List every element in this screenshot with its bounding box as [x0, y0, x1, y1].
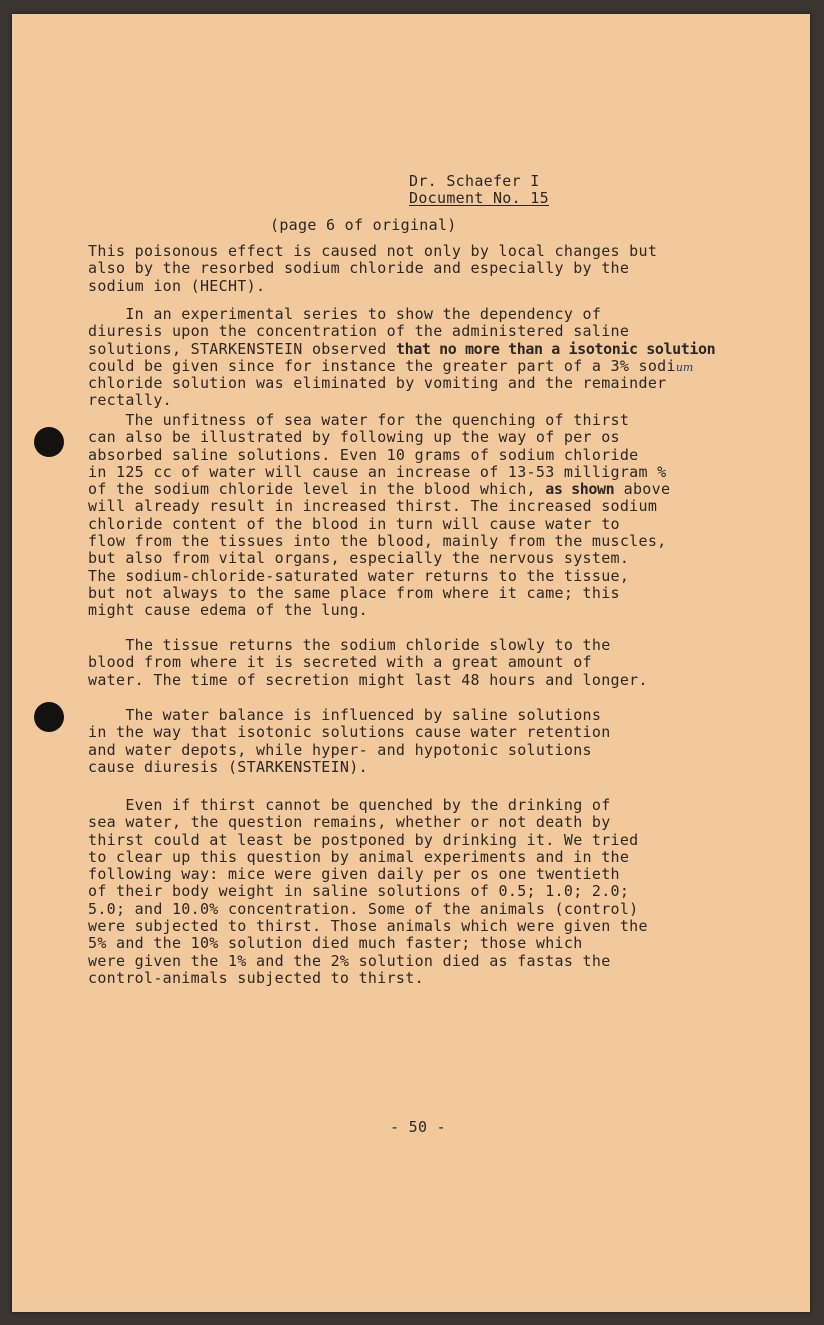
text-line: blood from where it is secreted with a great amount of — [88, 653, 592, 672]
page-number: - 50 - — [390, 1118, 446, 1136]
paragraph-5 — [88, 707, 728, 776]
paragraph-4 — [88, 637, 728, 689]
author-line: Dr. Schaefer I — [409, 172, 540, 190]
text-line: were given the 1% and the 2% solution died as fastas the — [88, 951, 611, 970]
typed-insertion: as shown — [545, 480, 615, 499]
text-line: chloride solution was eliminated by vomiting and the remainder — [88, 374, 667, 393]
document-number: Document No. 15 — [409, 189, 549, 207]
text-line: chloride content of the blood in turn will cause water to — [88, 514, 620, 533]
text-line: rectally. — [88, 391, 172, 410]
text-line: control-animals subjected to thirst. — [88, 968, 424, 987]
paragraph-6 — [88, 797, 728, 987]
text-line: to clear up this question by animal experiments and in the — [88, 847, 630, 866]
text-line: but not always to the same place from where it came; this — [88, 583, 620, 602]
text-line: 5.0; and 10.0% concentration. Some of the animals (control) — [88, 899, 639, 918]
text-line: This poisonous effect is caused not only by local changes but — [88, 242, 658, 260]
text-line: Even if thirst cannot be quenched by the drinking of — [88, 796, 611, 814]
punch-hole — [34, 702, 64, 732]
text-line: and water depots, while hyper- and hypotonic solutions — [88, 740, 592, 759]
paragraph-1 — [88, 243, 728, 295]
text-line: following way: mice were given daily per os one twentieth — [88, 865, 620, 884]
page-reference: (page 6 of original) — [270, 216, 457, 234]
text-line-start: solutions, STARKENSTEIN observed — [88, 339, 387, 358]
typed-insertion: that no more than a isotonic solution — [395, 339, 716, 358]
text-line: will already result in increased thirst. The increased sodium — [88, 497, 658, 516]
text-line: absorbed saline solutions. Even 10 grams of sodium chloride — [88, 445, 639, 464]
text-line-start: of the sodium chloride level in the blood which, — [88, 480, 536, 499]
punch-hole — [34, 427, 64, 457]
text-line: but also from vital organs, especially the nervous system. — [88, 549, 630, 568]
text-line: diuresis upon the concentration of the administered saline — [88, 322, 630, 341]
text-line: of their body weight in saline solutions of 0.5; 1.0; 2.0; — [88, 882, 630, 901]
text-line: in 125 cc of water will cause an increase of 13-53 milligram % — [88, 462, 667, 481]
paragraph-2 — [88, 306, 728, 410]
text-line: The sodium-chloride-saturated water returns to the tissue, — [88, 566, 630, 585]
text-line-end: above — [623, 480, 671, 499]
handwritten-correction: um — [675, 360, 694, 374]
text-line: water. The time of secretion might last 48 hours and longer. — [88, 670, 648, 689]
document-page — [12, 14, 810, 1312]
text-line — [88, 481, 728, 498]
text-line: The tissue returns the sodium chloride slowly to the — [88, 636, 611, 654]
text-line: The unfitness of sea water for the quenching of thirst — [88, 411, 630, 429]
text-line: can also be illustrated by following up the way of per os — [88, 428, 620, 447]
text-line: also by the resorbed sodium chloride and especially by the — [88, 259, 630, 278]
text-line — [88, 358, 728, 375]
text-line: were subjected to thirst. Those animals which were given the — [88, 917, 648, 936]
text-line: sodium ion (HECHT). — [88, 276, 266, 295]
text-line: flow from the tissues into the blood, mainly from the muscles, — [88, 532, 667, 551]
text-line: thirst could at least be postponed by drinking it. We tried — [88, 830, 639, 849]
text-line: might cause edema of the lung. — [88, 601, 368, 620]
text-line: The water balance is influenced by saline solutions — [88, 706, 602, 724]
text-line: sea water, the question remains, whether or not death by — [88, 813, 611, 832]
text-line: in the way that isotonic solutions cause water retention — [88, 723, 611, 742]
text-line: In an experimental series to show the dependency of — [88, 305, 602, 323]
text-line: 5% and the 10% solution died much faster; those which — [88, 934, 583, 953]
text-line-start: could be given since for instance the greater part of a 3% sodi — [88, 356, 676, 375]
text-line — [88, 341, 728, 358]
text-line: cause diuresis (STARKENSTEIN). — [88, 757, 368, 776]
paragraph-3 — [88, 412, 728, 620]
